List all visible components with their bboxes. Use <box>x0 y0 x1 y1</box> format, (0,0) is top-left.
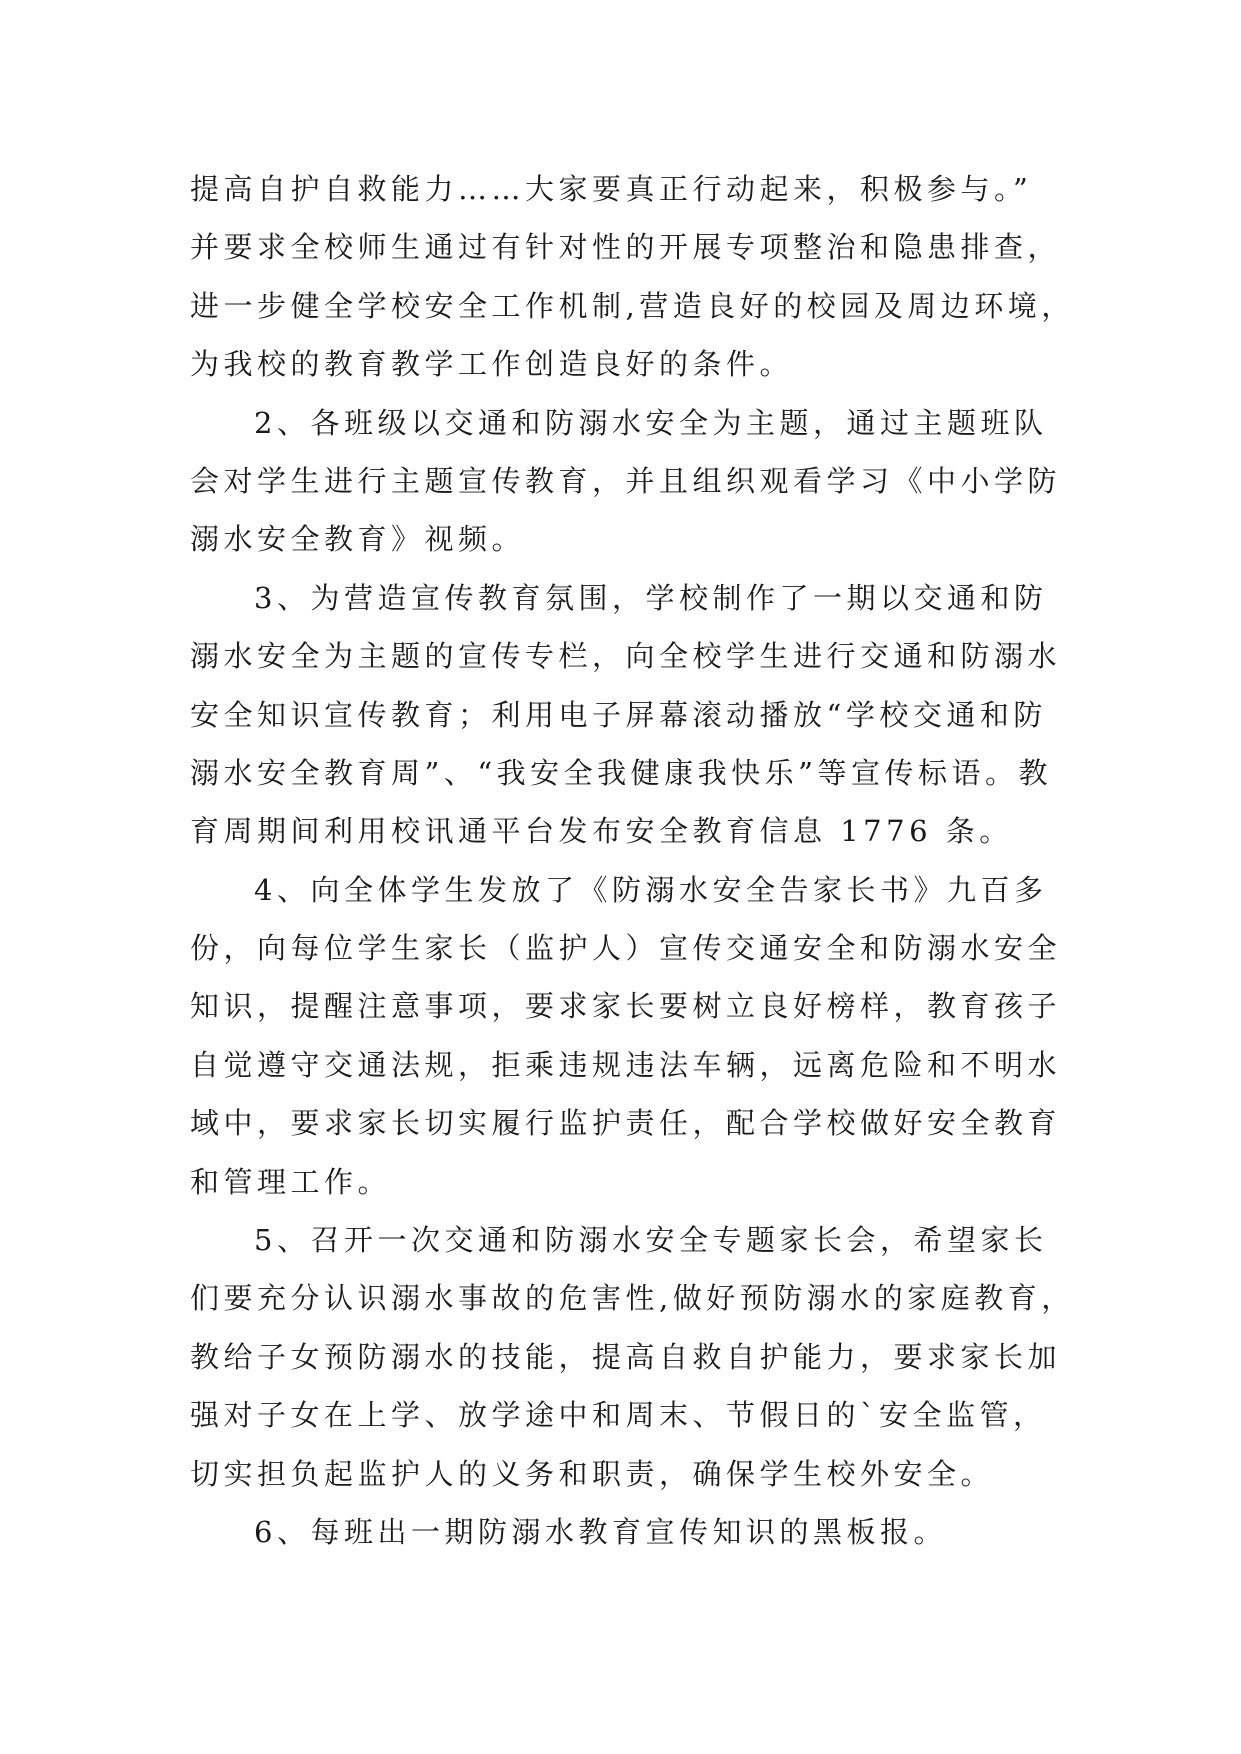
paragraph-first-line: 4、向全体学生发放了《防溺水安全告家长书》九百多 <box>254 872 1048 907</box>
paragraph-line: 为我校的教育教学工作创造良好的条件。 <box>190 347 794 382</box>
paragraph-line: 域中，要求家长切实履行监护责任，配合学校做好安全教育 <box>190 1106 1062 1141</box>
document-body <box>190 160 1090 1561</box>
paragraph-first-line: 2、各班级以交通和防溺水安全为主题，通过主题班队 <box>254 405 1048 440</box>
paragraph-first-line: 5、召开一次交通和防溺水安全专题家长会，希望家长 <box>254 1223 1048 1258</box>
paragraph-line: 安全知识宣传教育；利用电子屏幕滚动播放“学校交通和防 <box>190 697 1047 732</box>
paragraph-line: 们要充分认识溺水事故的危害性,做好预防溺水的家庭教育， <box>190 1281 1075 1316</box>
paragraph-line: 知识，提醒注意事项，要求家长要树立良好榜样，教育孩子 <box>190 989 1062 1024</box>
paragraph-line: 自觉遵守交通法规，拒乘违规违法车辆，远离危险和不明水 <box>190 1047 1062 1082</box>
paragraph-line: 和管理工作。 <box>190 1164 392 1199</box>
paragraph-line: 提高自护自救能力……大家要真正行动起来，积极参与。” <box>190 172 1033 206</box>
paragraph-first-line: 6、每班出一期防溺水教育宣传知识的黑板报。 <box>254 1514 947 1549</box>
paragraph-line: 会对学生进行主题宣传教育，并且组织观看学习《中小学防 <box>190 463 1062 498</box>
paragraph-first-line: 3、为营造宣传教育氛围，学校制作了一期以交通和防 <box>254 580 1048 615</box>
paragraph-line: 溺水安全教育》视频。 <box>190 522 526 557</box>
paragraph-line: 溺水安全为主题的宣传专栏，向全校学生进行交通和防溺水 <box>190 639 1062 674</box>
paragraph-line: 进一步健全学校安全工作机制,营造良好的校园及周边环境， <box>190 288 1075 323</box>
paragraph-line: 强对子女在上学、放学途中和周末、节假日的`安全监管， <box>190 1398 1047 1433</box>
paragraph-line: 溺水安全教育周”、“我安全我健康我快乐”等宣传标语。教 <box>190 755 1052 790</box>
paragraph-line: 切实担负起监护人的义务和职责，确保学生校外安全。 <box>190 1456 995 1491</box>
paragraph-line: 教给子女预防溺水的技能，提高自救自护能力，要求家长加 <box>190 1339 1062 1374</box>
paragraph-line: 育周期间利用校讯通平台发布安全教育信息 1776 条。 <box>190 814 1013 849</box>
paragraph-line: 并要求全校师生通过有针对性的开展专项整治和隐患排查， <box>190 230 1062 265</box>
paragraph-line: 份，向每位学生家长（监护人）宣传交通安全和防溺水安全 <box>190 931 1062 966</box>
